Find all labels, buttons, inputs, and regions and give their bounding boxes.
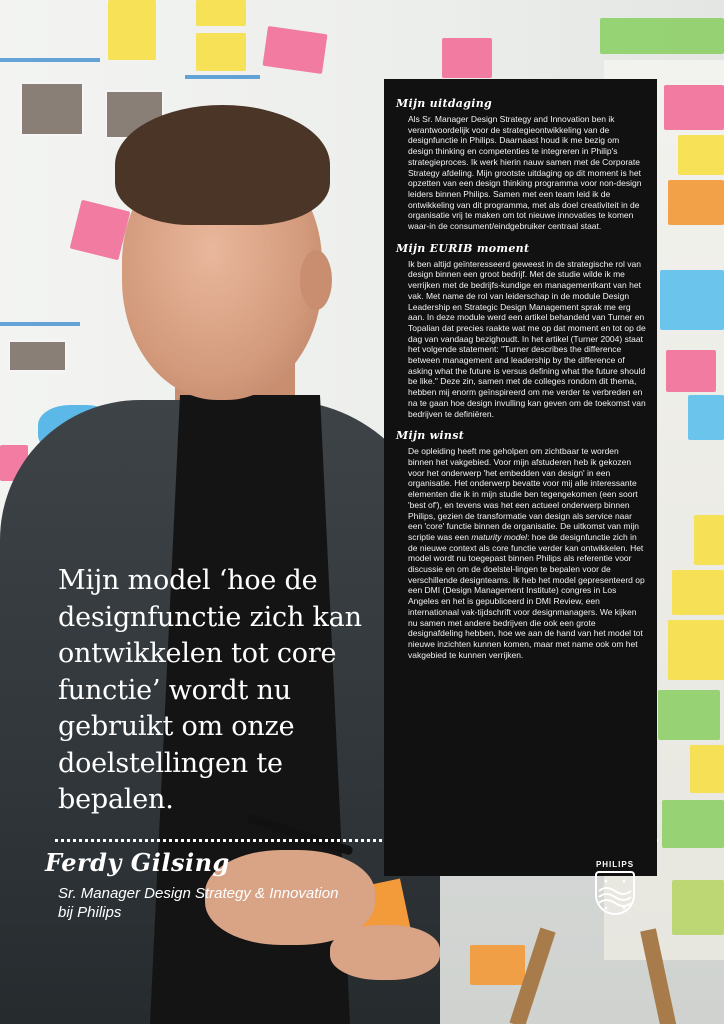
section-title: Mijn uitdaging <box>396 97 492 110</box>
sticky-note <box>442 38 492 78</box>
sticky-note <box>688 395 724 440</box>
body-text: De opleiding heeft me geholpen om zichtbaar te worden binnen het vakgebied. Voor mijn afstuderen heb ik gekozen voor het onderwerp 'het embedden van design' in een organisatie. Het onderwerp bevatte voor mij alle interessante elementen die ik in mijn studie ben tegengekomen (een soort 'best of'), en tevens was het een actueel onderwerp binnen Philips, gezien de transformatie van design als service naar een 'core' functie binnen de organisatie. De uitkomst van mijn scriptie was een <box>408 446 639 542</box>
sticky-note <box>666 350 716 392</box>
sticky-note <box>668 620 724 680</box>
section-body: Als Sr. Manager Design Strategy and Innovation ben ik verantwoordelijk voor de strategieontwikkeling van de designfunctie in Philips. Daarnaast houd ik me bezig om design thinking en competenties te integreren in Philip's strategieproces. Ik werk hierin nauw samen met de Corporate Strategy afdeling. Mijn grootste uitdaging op dit moment is het opzetten van een design thinking programma voor non-design leiders binnen Philips. Samen met een team leid ik de ontwikkeling van dit programma, met als doel creativiteit in de organisatie vrij te maken om tot nieuwe innovaties te komen waar-in de consument/eindgebruiker centraal staat. <box>408 114 642 232</box>
sticky-note <box>600 18 724 54</box>
sticky-note <box>694 515 724 565</box>
sticky-note <box>660 270 724 330</box>
text-panel <box>384 79 657 876</box>
hand <box>330 925 440 980</box>
sticky-note <box>672 570 724 615</box>
sticky-note <box>662 800 724 848</box>
logo-wordmark: PHILIPS <box>595 860 635 869</box>
section-body: Ik ben altijd geïnteresseerd geweest in de strategische rol van design binnen een groot bedrijf. Met de studie wilde ik me verrijken met de bedrijfs-kundige en managementkant van het vak. Met name de rol van leiderschap in de module Design Leadership en Strategic Design Management sprak me erg aan. In deze module werd een artikel behandeld van Turner en Topalian dat precies raakte wat me op dat moment en tot op de dag van vandaag bezighoudt. In het artikel (Turner 2004) staat het volgende statement: "Turner describes the difference between management and leadership by the difference of asking what the future is versus defining what the future should be like." Deze zin, samen met de colleges rondom dit thema, hebben mij enorm geïnspireerd om me verder te verbreden en na te gaan hoe design invulling kan geven om de toekomst van bedrijven te definiëren. <box>408 258 646 419</box>
sticky-note <box>668 180 724 225</box>
philips-logo <box>593 860 637 915</box>
sticky-note <box>658 690 720 740</box>
section-title: Mijn EURIB moment <box>396 241 530 255</box>
person-name: Ferdy Gilsing <box>45 848 230 877</box>
sticky-note <box>470 945 525 985</box>
shield-icon <box>595 871 635 915</box>
sticky-note <box>678 135 724 175</box>
sticky-note <box>690 745 724 793</box>
emphasis-text: maturity model <box>471 531 528 542</box>
pull-quote: Mijn model ‘hoe de designfunctie zich kan ontwikkelen tot core functie’ wordt nu gebruikt om onze doelstellingen te bepalen. <box>58 565 362 815</box>
body-text: : hoe de designfunctie zich in de nieuwe context als core functie verder kan ontwikkelen. Het model wordt nu toegepast binnen Philips als referentie voor discussie en om de doelstel-lingen te bepalen voor de verschillende designteams. Ik heb het model gepresenteerd op een DMI (Design Management Institute) congres in Los Angeles en het is gepubliceerd in DMI Review, een internationaal vak-tijdschrift voor designmanagers. We kijken nu samen met andere bedrijven die ook een grote designafdeling hebben, hoe we aan de hand van het model tot nieuwe inzichten kunnen komen, maar met name ook om het vakgebied te kunnen verrijken. <box>408 531 645 660</box>
role-line: Sr. Manager Design Strategy & Innovation <box>58 885 339 902</box>
section-title: Mijn winst <box>396 429 465 443</box>
section-body <box>408 446 646 660</box>
person-role <box>58 884 338 922</box>
hair <box>115 105 330 225</box>
sticky-note <box>672 880 724 935</box>
sticky-note <box>664 85 724 130</box>
role-line: bij Philips <box>58 904 122 921</box>
ear <box>300 250 332 310</box>
